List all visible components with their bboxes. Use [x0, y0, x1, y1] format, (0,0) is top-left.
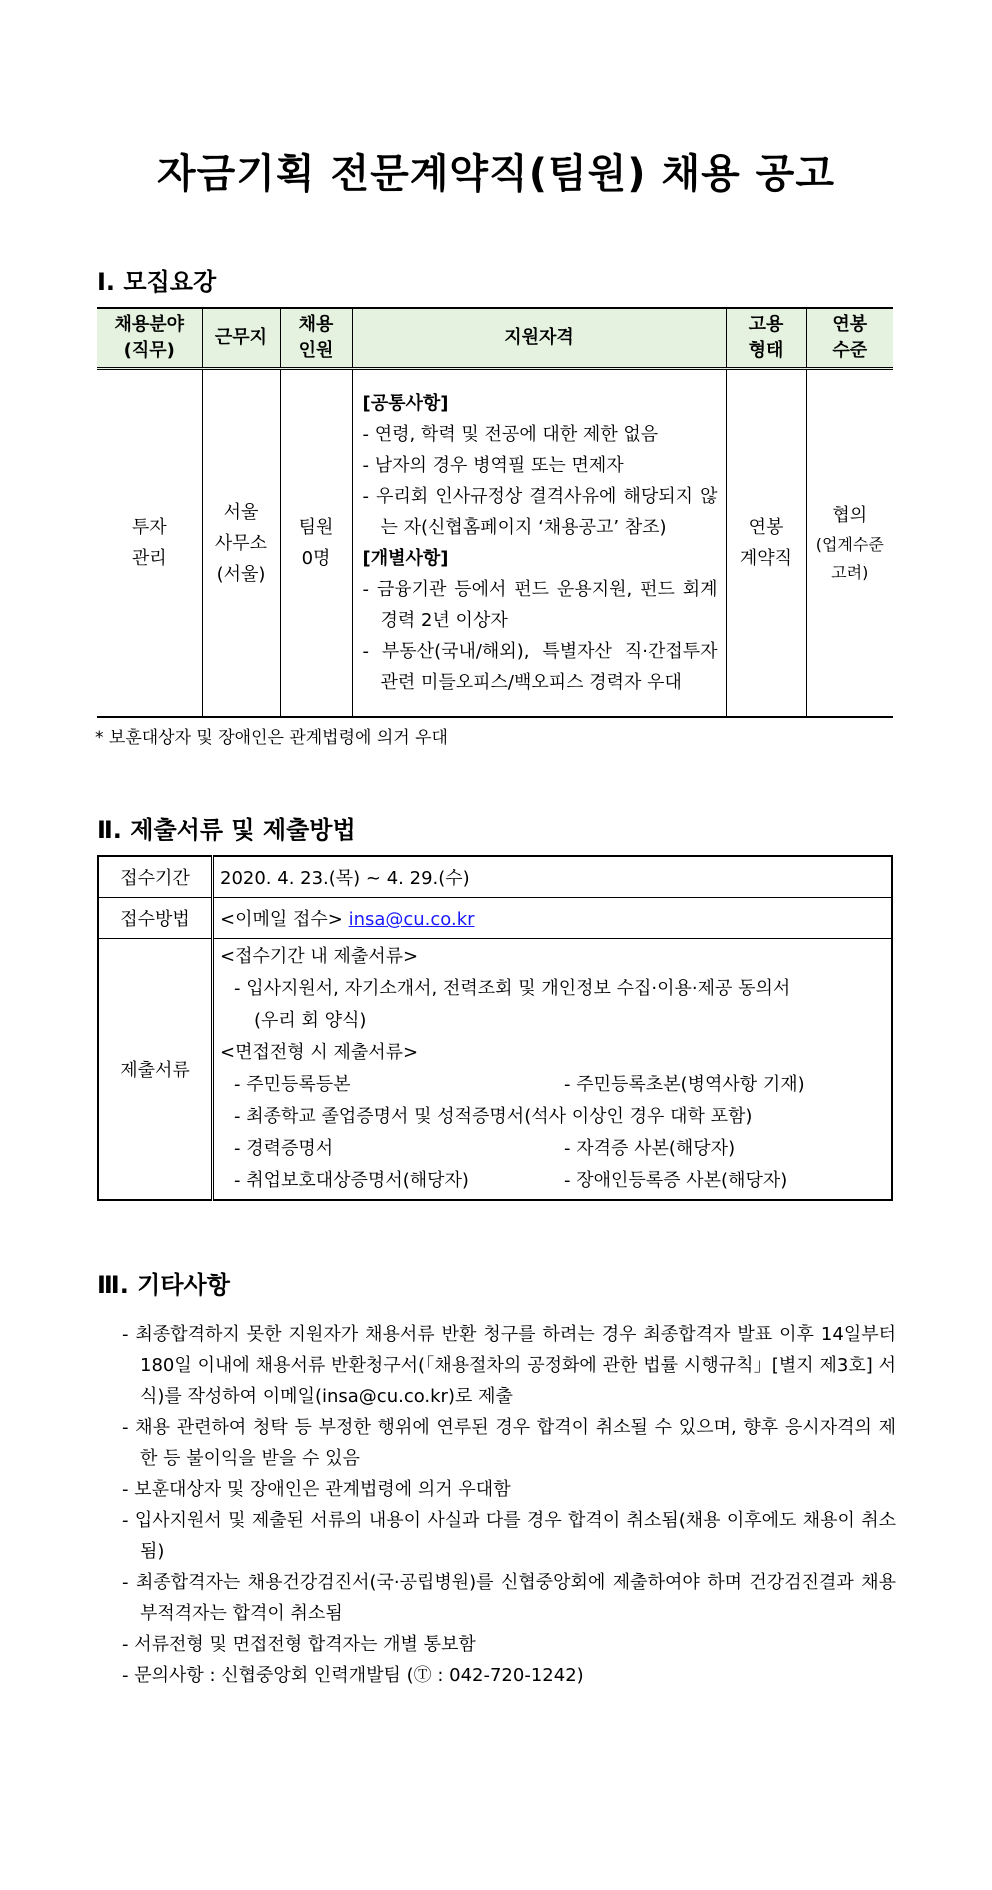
- header-location: 근무지: [202, 308, 280, 369]
- cell-employment-type: 연봉 계약직: [726, 369, 806, 718]
- cell-headcount: 팀원 0명: [280, 369, 352, 718]
- submission-table: [97, 855, 893, 1201]
- qual-common-item: - 우리회 인사규정상 결격사유에 해당되지 않는 자(신협홈페이지 ‘채용공고’ 참조): [362, 486, 718, 538]
- list-item: - 채용 관련하여 청탁 등 부정한 행위에 연루된 경우 합격이 취소될 수 있으며, 향후 응시자격의 제한 등 불이익을 받을 수 있음: [122, 1417, 896, 1469]
- email-link[interactable]: insa@cu.co.kr: [348, 909, 475, 930]
- other-items-list: [122, 1319, 896, 1691]
- page-title: 자금기획 전문계약직(팀원) 채용 공고: [157, 151, 835, 197]
- list-item: - 문의사항 : 신협중앙회 인력개발팀 (Ⓣ : 042-720-1242): [122, 1665, 584, 1686]
- header-field: 채용분야 (직무): [97, 308, 202, 369]
- qual-common-item: - 연령, 학력 및 전공에 대한 제한 없음: [362, 424, 659, 445]
- qual-individual-item: - 금융기관 등에서 펀드 운용지원, 펀드 회계 경력 2년 이상자: [362, 579, 718, 631]
- period-value: 2020. 4. 23.(목) ~ 4. 29.(수): [213, 856, 893, 898]
- docs-row: [220, 1133, 885, 1165]
- preference-note: * 보훈대상자 및 장애인은 관계법령에 의거 우대: [95, 728, 448, 748]
- header-qualification: 지원자격: [352, 308, 726, 369]
- section-2-heading: Ⅱ. 제출서류 및 제출방법: [97, 816, 356, 844]
- table-row: [98, 856, 892, 898]
- section-3-heading: Ⅲ. 기타사항: [97, 1271, 230, 1299]
- table-header-row: [97, 308, 893, 369]
- salary-note: (업계수준 고려): [815, 534, 884, 582]
- list-item: - 서류전형 및 면접전형 합격자는 개별 통보함: [122, 1634, 476, 1655]
- docs-item: - 경력증명서: [234, 1138, 334, 1159]
- header-employment-type: 고용 형태: [726, 308, 806, 369]
- period-label: 접수기간: [98, 856, 213, 898]
- docs-item: - 장애인등록증 사본(해당자): [564, 1170, 788, 1191]
- cell-qualification: [352, 369, 726, 718]
- cell-location: 서울 사무소 (서울): [202, 369, 280, 718]
- docs-item: - 입사지원서, 자기소개서, 전력조회 및 개인정보 수집·이용·제공 동의서: [234, 978, 791, 999]
- header-salary: 연봉 수준: [806, 308, 893, 369]
- qual-individual-item: - 부동산(국내/해외), 특별자산 직·간접투자 관련 미들오피스/백오피스 경력자 우대: [362, 641, 718, 693]
- list-item: - 보훈대상자 및 장애인은 관계법령에 의거 우대함: [122, 1479, 511, 1500]
- docs-item: - 자격증 사본(해당자): [564, 1138, 736, 1159]
- docs-item: - 최종학교 졸업증명서 및 성적증명서(석사 이상인 경우 대학 포함): [234, 1106, 753, 1127]
- salary-main: 협의: [832, 504, 868, 526]
- qual-common-heading: [공통사항]: [362, 393, 449, 414]
- header-headcount: 채용 인원: [280, 308, 352, 369]
- list-item: - 입사지원서 및 제출된 서류의 내용이 사실과 다를 경우 합격이 취소됨(채용 이후에도 채용이 취소됨): [122, 1510, 896, 1562]
- table-row: [98, 898, 892, 939]
- table-row: [98, 939, 892, 1201]
- docs-item: - 주민등록등본: [234, 1074, 351, 1095]
- docs-value: [213, 939, 893, 1201]
- table-row: [97, 369, 893, 718]
- qual-individual-heading: [개별사항]: [362, 548, 449, 569]
- qual-common-item: - 남자의 경우 병역필 또는 면제자: [362, 455, 624, 476]
- docs-row: [220, 1069, 885, 1101]
- recruitment-table: [97, 307, 893, 718]
- method-label: 접수방법: [98, 898, 213, 939]
- method-text: <이메일 접수>: [220, 909, 343, 930]
- docs-item: - 주민등록초본(병역사항 기재): [564, 1074, 805, 1095]
- section-1-heading: Ⅰ. 모집요강: [97, 268, 217, 296]
- list-item: - 최종합격자는 채용건강검진서(국·공립병원)를 신협중앙회에 제출하여야 하며 건강검진결과 채용 부적격자는 합격이 취소됨: [122, 1572, 896, 1624]
- cell-salary: [806, 369, 893, 718]
- method-value: [213, 898, 893, 939]
- docs-label: 제출서류: [98, 939, 213, 1201]
- docs-item: - 취업보호대상증명서(해당자): [234, 1170, 469, 1191]
- docs-heading-2: <면접전형 시 제출서류>: [220, 1042, 419, 1063]
- docs-row: [220, 1165, 885, 1197]
- docs-heading-1: <접수기간 내 제출서류>: [220, 946, 419, 967]
- list-item: - 최종합격하지 못한 지원자가 채용서류 반환 청구를 하려는 경우 최종합격자 발표 이후 14일부터 180일 이내에 채용서류 반환청구서(「채용절차의 공정화에 관한 법률 시행규칙」[별지 제3호] 서식)를 작성하여 이메일(insa@cu.co.kr)로 제출: [122, 1324, 896, 1407]
- docs-item: (우리 회 양식): [254, 1010, 367, 1031]
- cell-field: 투자 관리: [97, 369, 202, 718]
